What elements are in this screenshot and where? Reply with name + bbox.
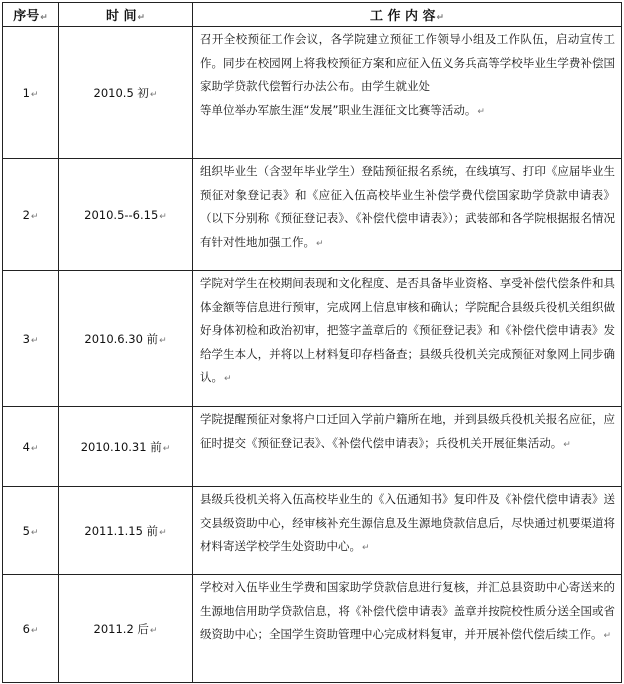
content-paragraph: 召开全校预征工作会议，各学院建立预征工作领导小组及工作队伍，启动宣传工作。同步在校园网上将我校预征方案和应征入伍义务兵高等学校毕业生学费补偿国家助学贷款代偿暂行办法公布。由学生就业处 [200,32,615,94]
row-time: 2011.2 后↵ [59,575,193,683]
table-row [3,487,622,575]
content-paragraph: 学院提醒预征对象将户口迁回入学前户籍所在地，并到县级兵役机关报名应征，应征时提交《预征登记表》、《补偿代偿申请表》；兵役机关开展征集活动。↵ [200,412,615,450]
table-row [3,159,622,271]
header-time: 时 间↵ [59,3,193,27]
content-paragraph: 学校对入伍毕业生学费和国家助学贷款信息进行复核，并汇总县资助中心寄送来的生源地信用助学贷款信息，将《补偿代偿申请表》盖章并按院校性质分送全国或省级资助中心；全国学生资助管理中心完成材料复审，并开展补偿代偿后续工作。↵ [200,580,615,642]
row-time: 2010.6.30 前↵ [59,271,193,407]
row-content [193,575,622,683]
row-content [193,487,622,575]
row-content [193,159,622,271]
row-number: 1↵ [3,27,59,159]
table-row [3,407,622,487]
header-number: 序号↵ [3,3,59,27]
row-time: 2010.10.31 前↵ [59,407,193,487]
work-schedule-table [2,2,622,683]
header-content: 工 作 内 容↵ [193,3,622,27]
content-paragraph: 学院对学生在校期间表现和文化程度、是否具备毕业资格、享受补偿代偿条件和具体金额等信息进行预审，完成网上信息审核和确认；学院配合县级兵役机关组织做好身体初检和政治初审，把签字盖章后的《预征登记表》和《补偿代偿申请表》发给学生本人，并将以上材料复印存档备查；县级兵役机关完成预征对象网上同步确认。↵ [200,276,615,385]
table-row [3,271,622,407]
row-content [193,271,622,407]
row-number: 4↵ [3,407,59,487]
table-row [3,27,622,159]
content-paragraph: 组织毕业生（含翌年毕业学生）登陆预征报名系统，在线填写、打印《应届毕业生预征对象登记表》和《应征入伍高校毕业生补偿学费代偿国家助学贷款申请表》（以下分别称《预征登记表》、《补偿代偿申请表》）；武装部和各学院根据报名情况有针对性地加强工作。↵ [200,164,615,249]
header-row [3,3,622,27]
row-content [193,407,622,487]
row-time: 2011.1.15 前↵ [59,487,193,575]
row-number: 2↵ [3,159,59,271]
row-time: 2010.5 初↵ [59,27,193,159]
row-content [193,27,622,159]
content-paragraph: 等单位举办军旅生涯“发展”职业生涯征文比赛等活动。↵ [200,102,485,117]
content-paragraph: 县级兵役机关将入伍高校毕业生的《入伍通知书》复印件及《补偿代偿申请表》送交县级资助中心，经审核补充生源信息及生源地贷款信息后，尽快通过机要渠道将材料寄送学校学生处资助中心。↵ [200,492,615,554]
row-time: 2010.5--6.15↵ [59,159,193,271]
row-number: 5↵ [3,487,59,575]
row-number: 3↵ [3,271,59,407]
table-row [3,575,622,683]
row-number: 6↵ [3,575,59,683]
